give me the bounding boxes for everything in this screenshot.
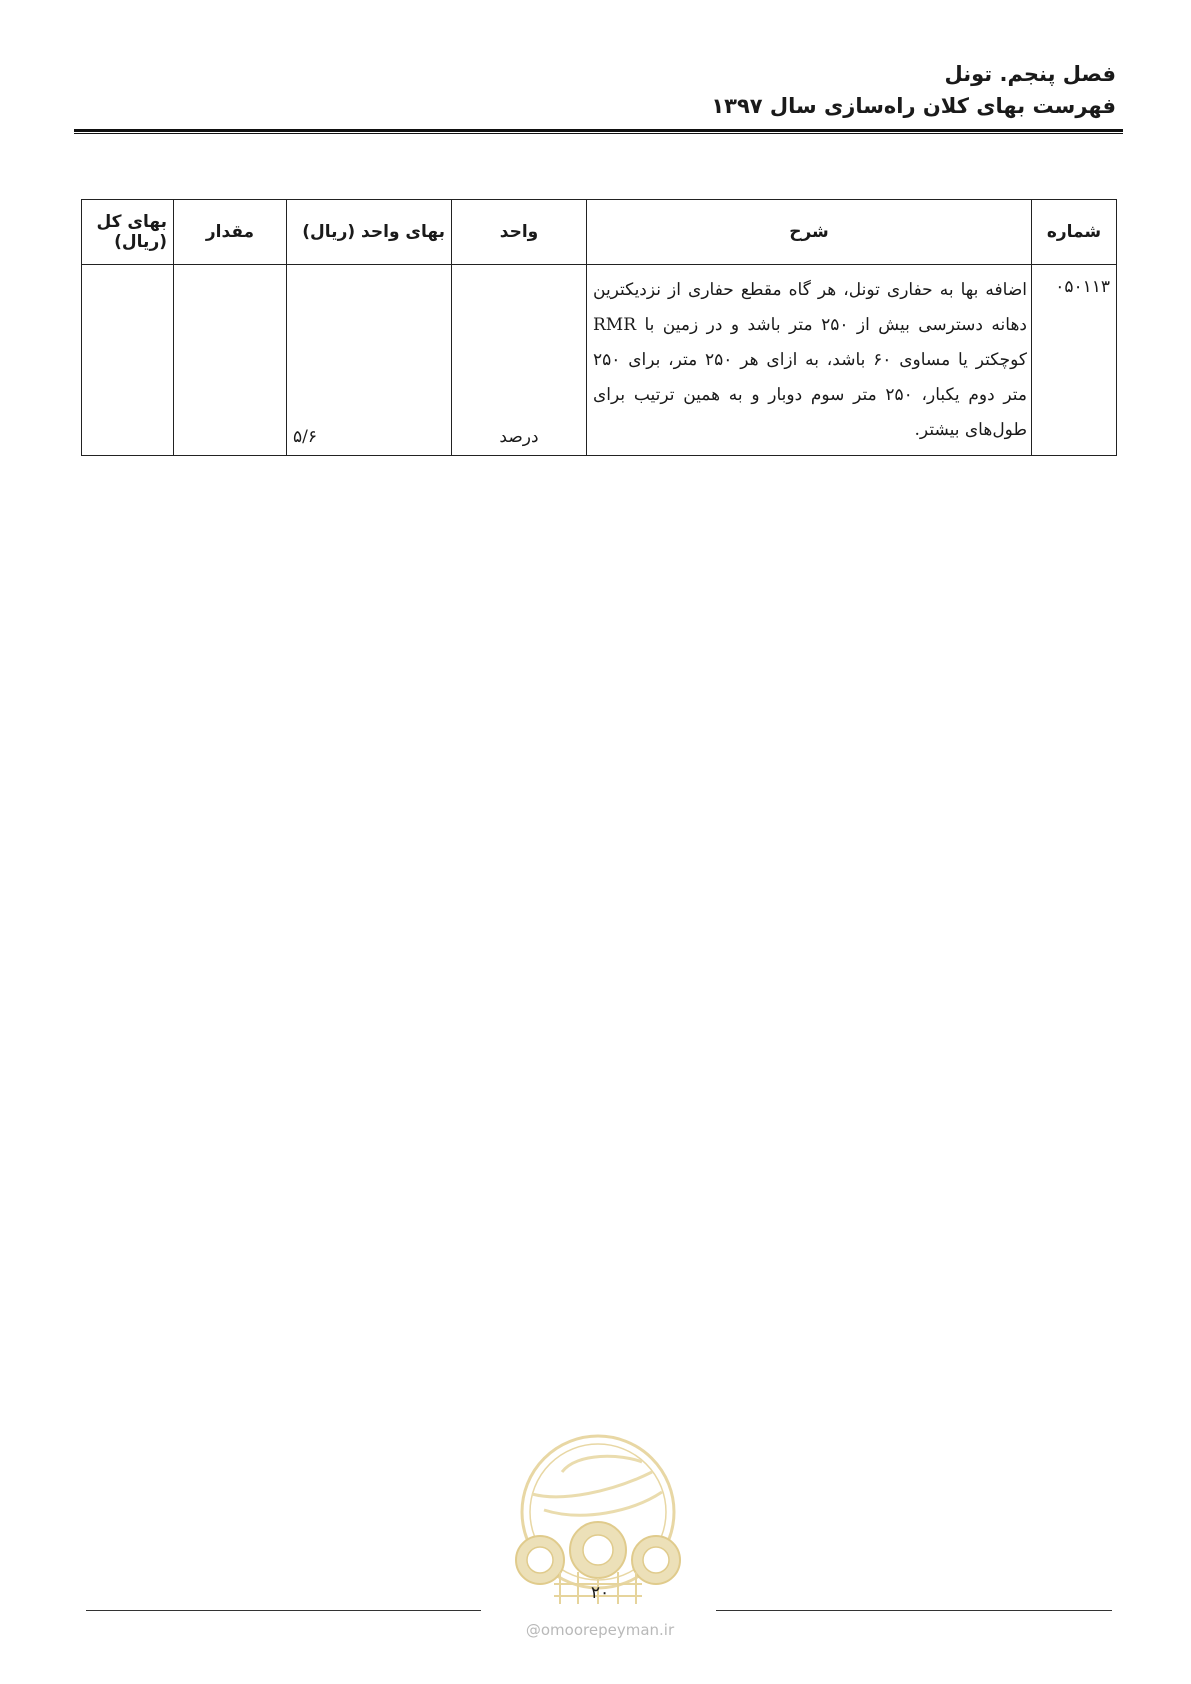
- item-total-price: [82, 265, 174, 456]
- table-header-row: [82, 200, 1117, 265]
- price-list-table: [81, 199, 1117, 456]
- site-credit-link[interactable]: @omoorepeyman.ir: [525, 1621, 675, 1639]
- page-header: [216, 58, 1116, 122]
- column-header-quantity: مقدار: [174, 200, 287, 265]
- column-header-description: شرح: [587, 200, 1032, 265]
- footer-divider-left: [86, 1610, 481, 1611]
- column-header-unit-price: بهای واحد (ریال): [287, 200, 452, 265]
- footer-divider-right: [716, 1610, 1112, 1611]
- chapter-title: فصل پنجم. تونل: [944, 62, 1116, 86]
- book-title: فهرست بهای کلان راه‌سازی سال ۱۳۹۷: [711, 94, 1116, 118]
- item-unit-price: ۵/۶: [287, 265, 452, 456]
- column-header-unit: واحد: [452, 200, 587, 265]
- item-quantity: [174, 265, 287, 456]
- column-header-total-price: بهای کل (ریال): [82, 200, 174, 265]
- page-number: ۲۰: [590, 1583, 610, 1603]
- table-row: [82, 265, 1117, 456]
- item-number: ۰۵۰۱۱۳: [1032, 265, 1117, 456]
- column-header-number: شماره: [1032, 200, 1117, 265]
- item-unit: درصد: [452, 265, 587, 456]
- header-divider: [74, 129, 1123, 134]
- item-description: اضافه بها به حفاری تونل، هر گاه مقطع حفاری از نزدیکترین دهانه دسترسی بیش از ۲۵۰ متر باشد و در زمین با RMR کوچکتر یا مساوی ۶۰ باشد، به ازای هر ۲۵۰ متر، برای ۲۵۰ متر دوم یکبار، ۲۵۰ متر سوم دوبار و به همین ترتیب برای طول‌های بیشتر.: [587, 265, 1032, 456]
